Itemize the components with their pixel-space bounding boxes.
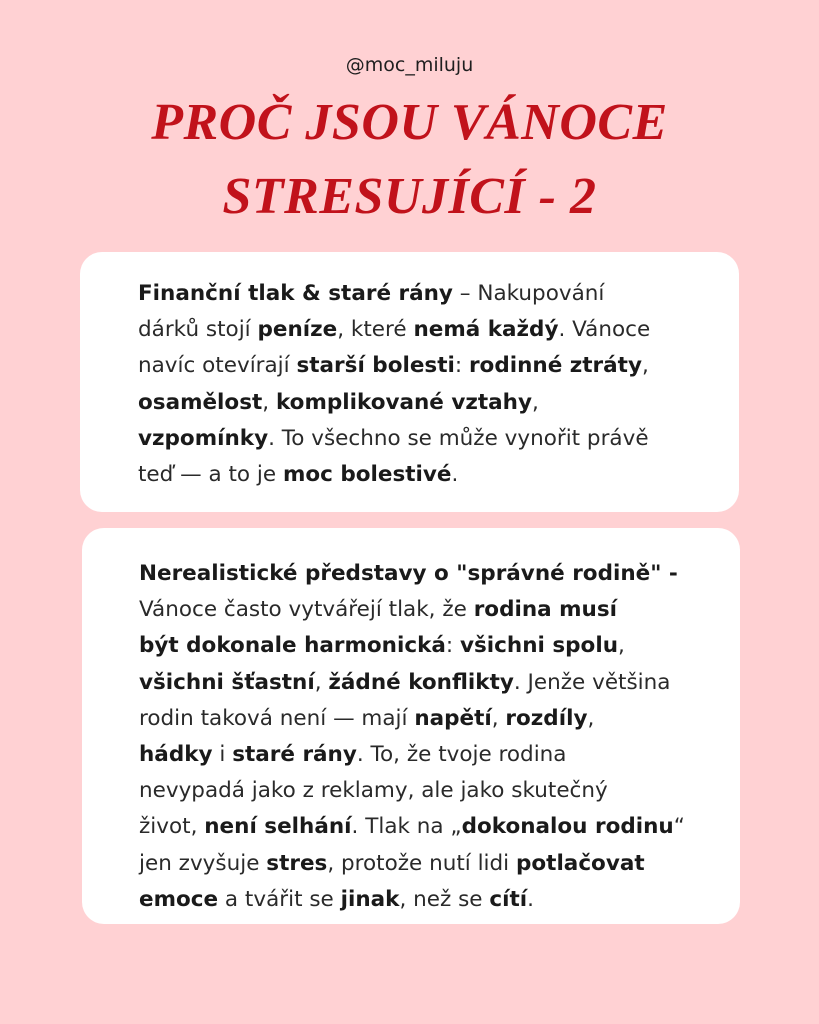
bold-text: hádky <box>139 742 213 768</box>
bold-text: všichni spolu <box>459 633 618 659</box>
text-line <box>138 385 709 421</box>
page-title-line-2: STRESUJÍCÍ - 2 <box>222 168 597 225</box>
text-line <box>139 701 710 737</box>
bold-text: jinak <box>340 886 400 912</box>
text-run: , <box>641 353 649 379</box>
text-run: . To všechno se může vynořit právě <box>268 425 649 451</box>
bold-text: osamělost <box>138 389 263 415</box>
bold-text: potlačovat <box>516 850 645 876</box>
bold-text: emoce <box>139 886 219 912</box>
text-line <box>139 665 710 701</box>
text-run: , <box>532 389 539 415</box>
text-line <box>139 882 710 918</box>
text-run: . To, že tvoje rodina <box>356 742 567 768</box>
page-title-line-1: PROČ JSOU VÁNOCE <box>151 94 668 151</box>
text-run: , <box>587 705 595 731</box>
financial-pressure-text <box>138 276 709 493</box>
bold-text: stres <box>266 850 328 876</box>
text-line <box>138 312 709 348</box>
text-run: , protože nutí lidi <box>327 850 516 876</box>
bold-text: Nerealistické představy o "správné rodině" - <box>139 561 678 586</box>
bold-text: nemá každý <box>413 317 559 343</box>
text-run: . Vánoce <box>558 317 651 343</box>
text-run: , než se <box>399 886 490 912</box>
bold-text: komplikované vztahy <box>275 389 533 415</box>
account-handle: @moc_miluju <box>345 54 474 76</box>
text-run: jen zvyšuje <box>139 850 267 876</box>
text-run: navíc otevírají <box>138 353 297 379</box>
bold-text: dokonalou rodinu <box>461 814 674 840</box>
bold-text: vzpomínky <box>138 425 269 451</box>
text-line <box>138 276 709 312</box>
text-run: život, <box>139 814 205 840</box>
bold-text: moc bolestivé <box>282 462 452 488</box>
family-expectations-card <box>82 528 740 924</box>
text-run: . <box>451 462 459 488</box>
text-run: – Nakupování <box>452 281 605 306</box>
bold-text: cítí <box>489 886 528 912</box>
text-run: . Jenže většina <box>513 669 671 695</box>
family-expectations-text <box>139 556 710 918</box>
text-line <box>138 457 709 493</box>
text-line <box>139 737 710 773</box>
text-run: . Tlak na „ <box>351 814 462 840</box>
text-run: , <box>491 705 506 731</box>
text-run: Vánoce často vytvářejí tlak, že <box>139 597 474 623</box>
bold-text: peníze <box>257 317 338 343</box>
bold-text: rozdíly <box>505 705 588 731</box>
bold-text: rodinné ztráty <box>468 353 642 379</box>
bold-text: napětí <box>414 705 492 731</box>
text-run: dárků stojí <box>138 317 258 343</box>
text-run: , <box>262 389 276 415</box>
bold-text: být dokonale harmonická <box>139 633 446 659</box>
text-line <box>139 846 710 882</box>
text-line <box>138 421 709 457</box>
text-run: , <box>314 669 329 695</box>
bold-text: rodina musí <box>473 597 618 623</box>
text-line <box>139 773 710 809</box>
bold-text: není selhání <box>204 814 352 840</box>
bold-text: starší bolesti <box>296 353 455 379</box>
text-line <box>139 592 710 628</box>
text-run: i <box>212 742 233 768</box>
text-run: , <box>618 633 625 659</box>
bold-text: žádné konflikty <box>328 669 514 695</box>
text-line <box>139 628 710 664</box>
text-run: , které <box>337 317 414 343</box>
text-run: teď — a to je <box>138 462 283 488</box>
page-title <box>0 86 819 234</box>
text-run: : <box>454 353 469 379</box>
text-line <box>138 348 709 384</box>
text-line <box>139 556 710 592</box>
text-run: : <box>445 633 460 659</box>
text-run: rodin taková není — mají <box>139 705 415 731</box>
text-run: “ <box>673 814 685 840</box>
text-run: nevypadá jako z reklamy, ale jako skutečný <box>139 778 608 804</box>
bold-text: staré rány <box>232 742 357 768</box>
text-run: a tvářit se <box>218 886 341 912</box>
bold-text: Finanční tlak & staré rány <box>138 281 453 306</box>
bold-text: všichni šťastní <box>139 669 315 695</box>
financial-pressure-card <box>80 252 739 512</box>
text-run: . <box>527 886 534 912</box>
text-line <box>139 809 710 845</box>
